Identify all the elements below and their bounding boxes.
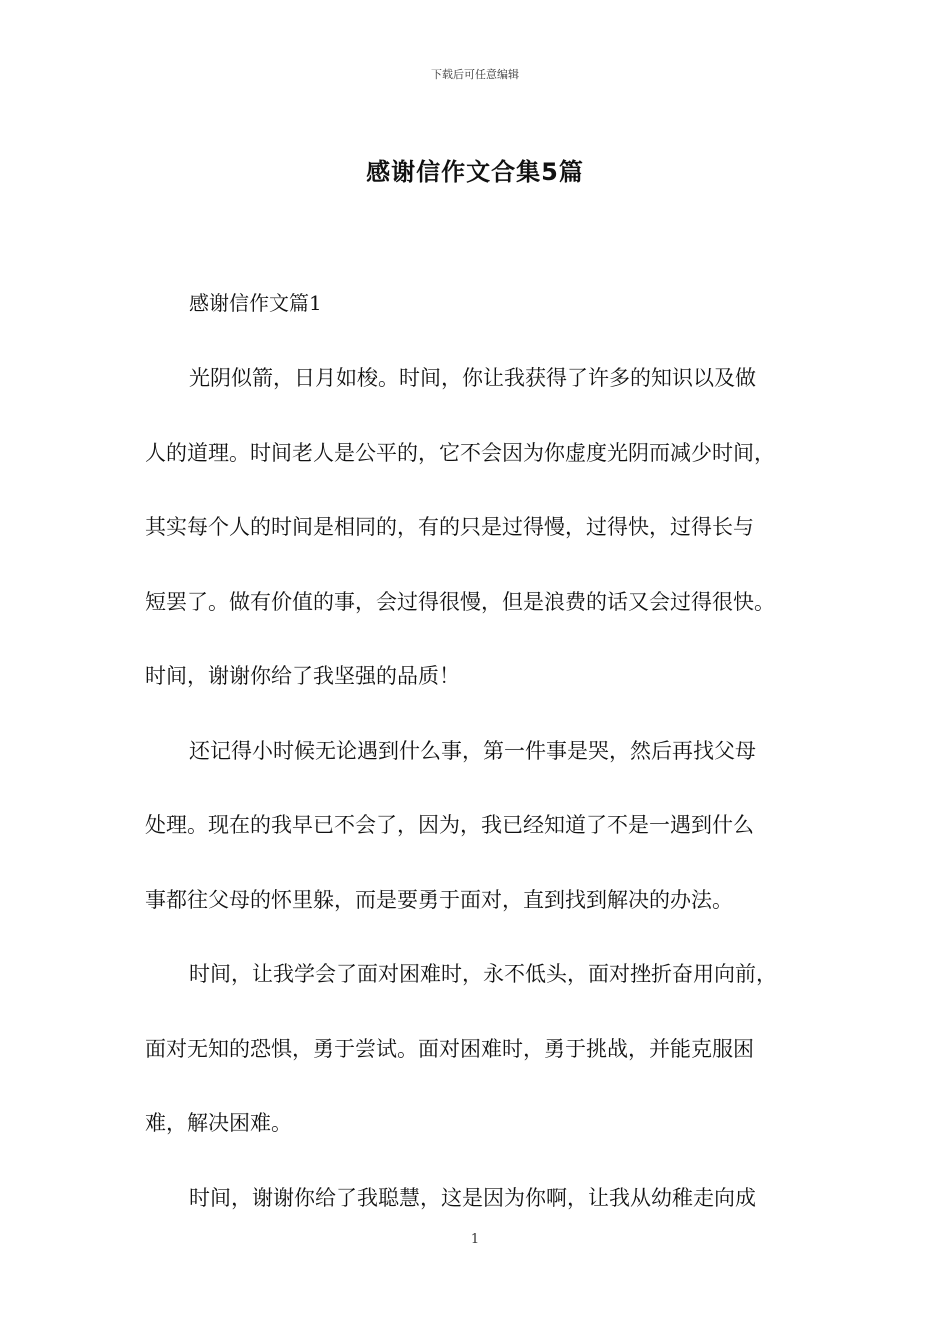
page-number: 1 <box>470 1232 480 1247</box>
paragraph-line: 时间，谢谢你给了我坚强的品质！ <box>145 664 460 688</box>
paragraph-line: 事都往父母的怀里躲，而是要勇于面对，直到找到解决的办法。 <box>145 888 733 912</box>
paragraph-line: 人的道理。时间老人是公平的，它不会因为你虚度光阴而减少时间， <box>145 441 775 465</box>
paragraph-line: 时间，让我学会了面对困难时，永不低头，面对挫折奋用向前， <box>189 962 777 986</box>
paragraph-line: 处理。现在的我早已不会了，因为，我已经知道了不是一遇到什么 <box>145 813 754 837</box>
paragraph-line: 面对无知的恐惧，勇于尝试。面对困难时，勇于挑战，并能克服困 <box>145 1037 754 1061</box>
section-heading: 感谢信作文篇1 <box>189 291 322 315</box>
header-note: 下载后可任意编辑 <box>431 68 519 81</box>
document-title: 感谢信作文合集5篇 <box>366 158 584 186</box>
paragraph-line: 还记得小时候无论遇到什么事，第一件事是哭，然后再找父母 <box>189 739 756 763</box>
paragraph-line: 短罢了。做有价值的事，会过得很慢，但是浪费的话又会过得很快。 <box>145 590 775 614</box>
paragraph-line: 光阴似箭，日月如梭。时间，你让我获得了许多的知识以及做 <box>189 366 756 390</box>
paragraph-line: 其实每个人的时间是相同的，有的只是过得慢，过得快，过得长与 <box>145 515 754 539</box>
paragraph-line: 难，解决困难。 <box>145 1111 292 1135</box>
paragraph-line: 时间，谢谢你给了我聪慧，这是因为你啊，让我从幼稚走向成 <box>189 1186 756 1210</box>
